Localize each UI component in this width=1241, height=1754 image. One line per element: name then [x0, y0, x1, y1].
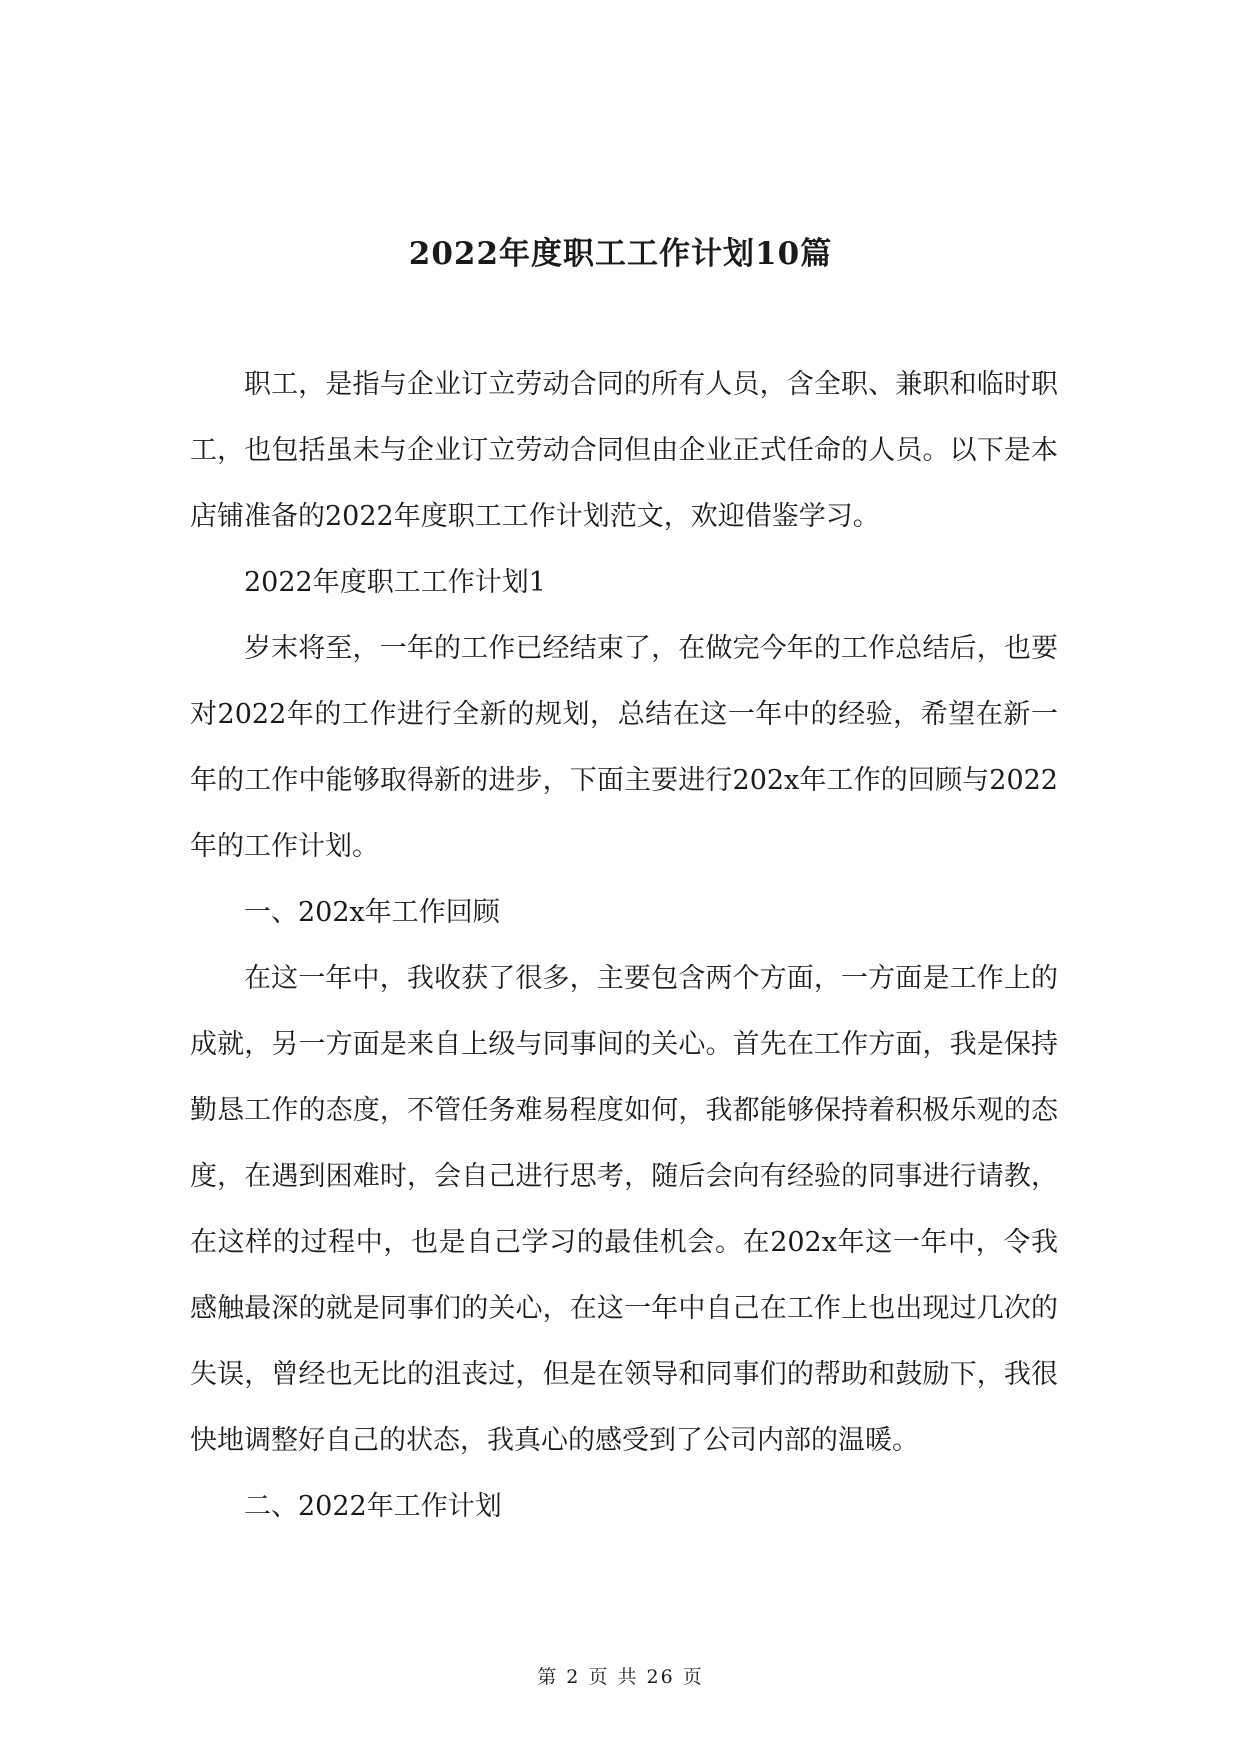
plan-1-intro-paragraph: 岁末将至，一年的工作已经结束了，在做完今年的工作总结后，也要对2022年的工作进行全新的规划，总结在这一年中的经验，希望在新一年的工作中能够取得新的进步，下面主要进行202x年工作的回顾与2022年的工作计划。	[190, 633, 1058, 862]
document-body	[190, 352, 1058, 1540]
intro-paragraph: 职工，是指与企业订立劳动合同的所有人员，含全职、兼职和临时职工，也包括虽未与企业订立劳动合同但由企业正式任命的人员。以下是本店铺准备的2022年度职工工作计划范文，欢迎借鉴学习。	[190, 369, 1058, 532]
section-review-heading: 一、202x年工作回顾	[244, 897, 500, 928]
section-plan-heading: 二、2022年工作计划	[244, 1491, 502, 1522]
review-paragraph: 在这一年中，我收获了很多，主要包含两个方面，一方面是工作上的成就，另一方面是来自上级与同事间的关心。首先在工作方面，我是保持勤恳工作的态度，不管任务难易程度如何，我都能够保持着积极乐观的态度，在遇到困难时，会自己进行思考，随后会向有经验的同事进行请教，在这样的过程中，也是自己学习的最佳机会。在202x年这一年中，令我感触最深的就是同事们的关心，在这一年中自己在工作上也出现过几次的失误，曾经也无比的沮丧过，但是在领导和同事们的帮助和鼓励下，我很快地调整好自己的状态，我真心的感受到了公司内部的温暖。	[190, 963, 1058, 1456]
document-title: 2022年度职工工作计划10篇	[408, 236, 833, 272]
page-footer: 第 2 页 共 26 页	[537, 1666, 704, 1688]
plan-1-heading: 2022年度职工工作计划1	[244, 567, 546, 598]
